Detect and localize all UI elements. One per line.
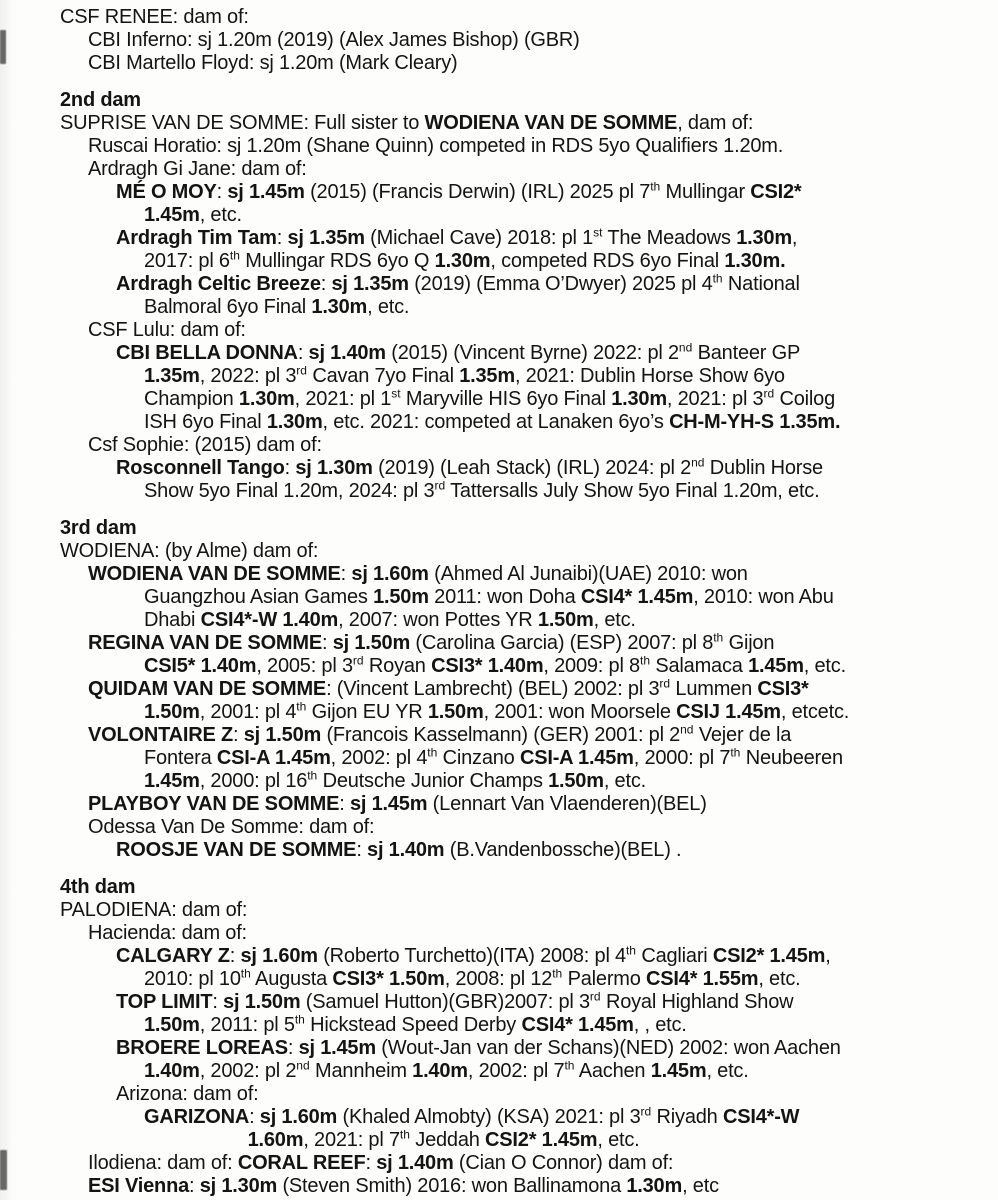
text-run: 1.30m xyxy=(266,411,323,433)
text-run: (Khaled Almobty) (KSA) 2021: pl 3 xyxy=(337,1106,641,1128)
text-run: CSI2* 1.45m xyxy=(485,1129,598,1151)
text-run: , 2002: pl 7 xyxy=(467,1060,565,1082)
pedigree-section xyxy=(60,89,988,503)
text-run: REGINA VAN DE SOMME xyxy=(88,632,322,654)
pedigree-line xyxy=(60,945,988,968)
text-run: 1.50m xyxy=(373,586,429,608)
ordinal-superscript: th xyxy=(650,179,661,194)
text-run: Rosconnell Tango xyxy=(116,457,285,479)
text-run: 1.35m xyxy=(459,365,515,387)
ordinal-superscript: rd xyxy=(659,676,671,691)
text-run: sj 1.50m xyxy=(243,724,322,746)
pedigree-line xyxy=(60,632,988,655)
section-heading: 2nd dam xyxy=(60,89,141,111)
text-run: VOLONTAIRE Z xyxy=(88,724,234,746)
text-run: : (Vincent Lambrecht) (BEL) 2002: pl 3 xyxy=(326,678,660,700)
text-run: : xyxy=(356,839,368,861)
text-run: (Lennart Van Vlaenderen)(BEL) xyxy=(427,793,707,815)
pedigree-line xyxy=(60,724,988,747)
text-run: 1.30m xyxy=(434,250,491,272)
text-run: QUIDAM VAN DE SOMME xyxy=(88,678,327,700)
text-run: : xyxy=(233,724,244,746)
pedigree-line xyxy=(60,747,988,770)
text-run: 1.30m xyxy=(311,296,368,318)
ordinal-superscript: rd xyxy=(434,478,446,493)
text-run: Hacienda: dam of: xyxy=(88,922,247,944)
text-run: Jeddah xyxy=(409,1129,486,1151)
text-run: CSI4*-W 1.40m xyxy=(200,609,339,631)
text-run: : xyxy=(297,342,309,364)
pedigree-line xyxy=(60,609,988,632)
pedigree-line xyxy=(60,540,988,563)
pedigree-line xyxy=(60,1106,988,1129)
pedigree-line xyxy=(60,411,988,434)
text-run: Palermo xyxy=(562,968,647,990)
pedigree-line xyxy=(60,388,988,411)
text-run: Guangzhou Asian Games xyxy=(144,586,374,608)
text-run: , etc. xyxy=(758,968,801,990)
text-run: Coilog xyxy=(774,388,836,410)
text-run: (Roberto Turchetto)(ITA) 2008: pl 4 xyxy=(317,945,626,967)
text-run: Mullingar xyxy=(660,181,751,203)
text-run: Cagliari xyxy=(635,945,713,967)
text-run: sj 1.45m xyxy=(349,793,428,815)
text-run: CSI-A 1.45m xyxy=(519,747,634,769)
text-run: , competed RDS 6yo Final xyxy=(490,250,725,272)
text-run: : xyxy=(365,1152,377,1174)
text-run: Royan xyxy=(363,655,432,677)
text-run: Aachen xyxy=(574,1060,651,1082)
ordinal-superscript: rd xyxy=(640,1104,652,1119)
text-run: PLAYBOY VAN DE SOMME xyxy=(88,793,340,815)
text-run: : xyxy=(189,1175,200,1197)
text-run: 2011: won Doha xyxy=(428,586,581,608)
text-run: , etc. xyxy=(706,1060,749,1082)
pedigree-line xyxy=(60,365,988,388)
text-run: 1.45m xyxy=(144,204,200,226)
ordinal-superscript: th xyxy=(730,745,741,760)
text-run: sj 1.50m xyxy=(332,632,411,654)
text-run: Odessa Van De Somme: dam of: xyxy=(88,816,375,838)
text-run: : xyxy=(212,991,224,1013)
text-run: (Francois Kasselmann) (GER) 2001: pl 2 xyxy=(321,724,681,746)
text-run: Maryville HIS 6yo Final xyxy=(400,388,612,410)
pedigree-line xyxy=(60,273,988,296)
text-run: Gijon EU YR xyxy=(306,701,428,723)
ordinal-superscript: th xyxy=(712,271,723,286)
text-run: 1.50m xyxy=(144,701,200,723)
text-run: , 2011: pl 5 xyxy=(199,1014,295,1036)
text-run: (Michael Cave) 2018: pl 1 xyxy=(364,227,594,249)
text-run: 1.60m xyxy=(247,1129,304,1151)
text-run: Augusta xyxy=(250,968,333,990)
ordinal-superscript: th xyxy=(294,1012,305,1027)
text-run: sj 1.60m xyxy=(351,563,429,585)
text-run: (B.Vandenbossche)(BEL) . xyxy=(444,839,682,861)
text-run: CBI Martello Floyd: sj 1.20m (Mark Cleary) xyxy=(88,52,458,74)
pedigree-document xyxy=(60,6,988,1198)
text-run: Balmoral 6yo Final xyxy=(144,296,312,318)
text-run: Tattersalls July Show 5yo Final 1.20m, etc. xyxy=(445,480,820,502)
text-run: TOP LIMIT xyxy=(116,991,213,1013)
text-run: CORAL REEF xyxy=(237,1152,366,1174)
text-run: Show 5yo Final 1.20m, 2024: pl 3 xyxy=(144,480,435,502)
text-run: 1.30m xyxy=(626,1175,683,1197)
text-run: Lummen xyxy=(670,678,758,700)
pedigree-line xyxy=(60,6,988,29)
text-run: sj 1.40m xyxy=(376,1152,454,1174)
text-run: 1.50m xyxy=(537,609,594,631)
text-run: CSI3* 1.50m xyxy=(332,968,445,990)
text-run: CSI2* 1.45m xyxy=(712,945,826,967)
pedigree-line xyxy=(60,1129,988,1152)
pedigree-line xyxy=(60,227,988,250)
ordinal-superscript: nd xyxy=(296,1058,310,1073)
text-run: : xyxy=(320,273,332,295)
text-run: sj 1.35m xyxy=(331,273,409,295)
text-run: 1.45m xyxy=(748,655,804,677)
pedigree-line xyxy=(60,816,988,839)
pedigree-line xyxy=(60,793,988,816)
pedigree-line xyxy=(60,678,988,701)
pedigree-line xyxy=(60,319,988,342)
text-run: BROERE LOREAS xyxy=(116,1037,288,1059)
text-run: Fontera xyxy=(144,747,217,769)
text-run: sj 1.40m xyxy=(308,342,386,364)
text-run: , etc. xyxy=(803,655,846,677)
text-run: (Ahmed Al Junaibi)(UAE) 2010: won xyxy=(428,563,748,585)
text-run: , , etc. xyxy=(633,1014,687,1036)
text-run: CSF RENEE: dam of: xyxy=(60,6,249,28)
text-run: 1.30m xyxy=(238,388,295,410)
pedigree-line xyxy=(60,112,988,135)
pedigree-line xyxy=(60,52,988,75)
text-run: ISH 6yo Final xyxy=(144,411,267,433)
pedigree-line xyxy=(60,1060,988,1083)
text-run: 1.35m xyxy=(144,365,200,387)
text-run: Deutsche Junior Champs xyxy=(317,770,549,792)
ordinal-superscript: nd xyxy=(680,722,694,737)
text-run: : xyxy=(322,632,333,654)
pedigree-section xyxy=(60,517,988,862)
pedigree-line xyxy=(60,655,988,678)
text-run: Ilodiena: dam of: xyxy=(88,1152,238,1174)
text-run: CSI5* 1.40m xyxy=(144,655,257,677)
pedigree-line xyxy=(60,29,988,52)
text-run: CSI4* 1.45m xyxy=(580,586,694,608)
text-run: (Steven Smith) 2016: won Ballinamona xyxy=(277,1175,627,1197)
text-run: 1.45m xyxy=(144,770,200,792)
text-run: , 2009: pl 8 xyxy=(543,655,640,677)
text-run: CSI4* 1.45m xyxy=(521,1014,634,1036)
pedigree-line xyxy=(60,296,988,319)
pedigree-line xyxy=(60,181,988,204)
text-run: sj 1.45m xyxy=(298,1037,376,1059)
text-run: Mannheim xyxy=(309,1060,413,1082)
ordinal-superscript: st xyxy=(391,386,401,401)
pedigree-line xyxy=(60,770,988,793)
text-run: : xyxy=(284,457,296,479)
pedigree-line xyxy=(60,250,988,273)
pedigree-line xyxy=(60,434,988,457)
ordinal-superscript: rd xyxy=(296,363,307,378)
text-run: : xyxy=(340,563,352,585)
text-run: (2019) (Leah Stack) (IRL) 2024: pl 2 xyxy=(372,457,692,479)
text-run: (Wout-Jan van der Schans)(NED) 2002: won Aachen xyxy=(375,1037,841,1059)
pedigree-line xyxy=(60,701,988,724)
text-run: PALODIENA: dam of: xyxy=(60,899,248,921)
pedigree-line xyxy=(60,839,988,862)
text-run: (Samuel Hutton)(GBR)2007: pl 3 xyxy=(300,991,590,1013)
text-run: , etcetc. xyxy=(780,701,850,723)
text-run: 1.40m xyxy=(144,1060,200,1082)
text-run: 1.50m xyxy=(144,1014,200,1036)
text-run: , etc. xyxy=(597,1129,640,1151)
text-run: Arizona: dam of: xyxy=(116,1083,259,1105)
ordinal-superscript: nd xyxy=(678,340,693,355)
ordinal-superscript: rd xyxy=(763,386,775,401)
text-run: Vejer de la xyxy=(693,724,792,746)
text-run: CSI-A 1.45m xyxy=(216,747,331,769)
text-run: Ruscai Horatio: sj 1.20m (Shane Quinn) competed in RDS 5yo Qualifiers 1.20m. xyxy=(88,135,784,157)
text-run: Cinzano xyxy=(437,747,520,769)
text-run: sj 1.45m xyxy=(227,181,305,203)
text-run: , etc. xyxy=(199,204,242,226)
text-run: CSI4* 1.55m xyxy=(646,968,759,990)
text-run: CBI Inferno: sj 1.20m (2019) (Alex James Bishop) (GBR) xyxy=(88,29,580,51)
text-run: sj 1.35m xyxy=(287,227,365,249)
ordinal-superscript: th xyxy=(399,1127,410,1142)
text-run: Dhabi xyxy=(144,609,201,631)
pedigree-line xyxy=(60,1152,988,1175)
pedigree-line xyxy=(60,204,988,227)
text-run: , 2005: pl 3 xyxy=(256,655,353,677)
text-run: , 2022: pl 3 xyxy=(199,365,297,387)
text-run: 1.50m xyxy=(427,701,484,723)
text-run: sj 1.60m xyxy=(240,945,318,967)
text-run: 1.30m xyxy=(611,388,667,410)
scan-artifact xyxy=(0,30,6,64)
text-run: CSI2* xyxy=(750,181,802,203)
text-run: sj 1.60m xyxy=(259,1106,338,1128)
text-run: , etc. xyxy=(603,770,646,792)
pedigree-line xyxy=(60,158,988,181)
text-run: CSI3* 1.40m xyxy=(431,655,544,677)
pedigree-line xyxy=(60,342,988,365)
text-run: Ardragh Tim Tam xyxy=(116,227,277,249)
text-run: , 2000: pl 7 xyxy=(633,747,731,769)
ordinal-superscript: nd xyxy=(691,455,705,470)
text-run: ROOSJE VAN DE SOMME xyxy=(116,839,357,861)
text-run: Salamaca xyxy=(650,655,749,677)
text-run: : xyxy=(229,945,241,967)
text-run: , etc. 2021: competed at Lanaken 6yo’s xyxy=(322,411,670,433)
text-run: , etc xyxy=(682,1175,719,1197)
ordinal-superscript: th xyxy=(564,1058,575,1073)
scan-artifact xyxy=(0,1150,7,1190)
ordinal-superscript: th xyxy=(229,248,240,263)
ordinal-superscript: th xyxy=(240,966,251,981)
text-run: , 2007: won Pottes YR xyxy=(338,609,538,631)
text-run: 1.40m xyxy=(412,1060,468,1082)
pedigree-line xyxy=(60,457,988,480)
text-run: , 2021: Dublin Horse Show 6yo xyxy=(514,365,785,387)
text-run: 2010: pl 10 xyxy=(144,968,241,990)
text-run: CH-M-YH-S 1.35m. xyxy=(669,411,841,433)
text-run: (2019) (Emma O’Dwyer) 2025 pl 4 xyxy=(408,273,713,295)
text-run: 2017: pl 6 xyxy=(144,250,230,272)
text-run: , 2010: won Abu xyxy=(693,586,834,608)
text-run: WODIENA VAN DE SOMME xyxy=(424,112,678,134)
ordinal-superscript: rd xyxy=(589,989,601,1004)
text-run: Riyadh xyxy=(651,1106,723,1128)
text-run: , 2001: pl 4 xyxy=(199,701,297,723)
text-run: , 2002: pl 4 xyxy=(330,747,428,769)
text-run: , xyxy=(791,227,798,249)
text-run: sj 1.40m xyxy=(367,839,445,861)
ordinal-superscript: th xyxy=(552,966,563,981)
text-run: sj 1.30m xyxy=(199,1175,278,1197)
text-run: Champion xyxy=(144,388,239,410)
text-run: (Cian O Connor) dam of: xyxy=(453,1152,674,1174)
pedigree-line xyxy=(60,922,988,945)
pedigree-section xyxy=(60,876,988,1198)
pedigree-line xyxy=(60,968,988,991)
pedigree-line xyxy=(60,480,988,503)
text-run: The Meadows xyxy=(602,227,737,249)
text-run: sj 1.30m xyxy=(295,457,373,479)
text-run: : xyxy=(339,793,350,815)
text-run: : xyxy=(216,181,228,203)
text-run: Dublin Horse xyxy=(704,457,823,479)
section-heading: 4th dam xyxy=(60,876,136,898)
text-run: Cavan 7yo Final xyxy=(306,365,460,387)
text-run: , 2001: won Moorsele xyxy=(483,701,677,723)
pedigree-line xyxy=(60,899,988,922)
text-run: sj 1.50m xyxy=(223,991,301,1013)
text-run: CALGARY Z xyxy=(116,945,230,967)
text-run: 1.50m xyxy=(548,770,604,792)
pedigree-section xyxy=(60,6,988,75)
text-run: Ardragh Celtic Breeze xyxy=(116,273,321,295)
text-run: , xyxy=(825,945,831,967)
ordinal-superscript: th xyxy=(713,630,724,645)
text-run: GARIZONA xyxy=(144,1106,250,1128)
ordinal-superscript: th xyxy=(296,699,307,714)
text-run: , etc. xyxy=(367,296,410,318)
ordinal-superscript: st xyxy=(593,225,603,240)
text-run: Royal Highland Show xyxy=(600,991,794,1013)
text-run: , 2021: pl 3 xyxy=(666,388,764,410)
text-run: 1.30m. xyxy=(724,250,786,272)
text-run: , 2000: pl 16 xyxy=(199,770,308,792)
ordinal-superscript: th xyxy=(427,745,438,760)
text-run: MÉ O MOY xyxy=(116,181,217,203)
text-run: , 2021: pl 1 xyxy=(294,388,392,410)
text-run: , 2002: pl 2 xyxy=(199,1060,297,1082)
ordinal-superscript: th xyxy=(639,653,650,668)
pedigree-line xyxy=(60,135,988,158)
text-run: , etc. xyxy=(593,609,636,631)
text-run: 1.45m xyxy=(650,1060,707,1082)
text-run: National xyxy=(722,273,800,295)
pedigree-line xyxy=(60,991,988,1014)
text-run: Mullingar RDS 6yo Q xyxy=(239,250,435,272)
text-run: SUPRISE VAN DE SOMME: Full sister to xyxy=(60,112,425,134)
text-run: : xyxy=(249,1106,260,1128)
text-run: Ardragh Gi Jane: dam of: xyxy=(88,158,307,180)
text-run: CSF Lulu: dam of: xyxy=(88,319,246,341)
text-run: , 2021: pl 7 xyxy=(303,1129,400,1151)
text-run: Banteer GP xyxy=(692,342,801,364)
text-run: 1.30m xyxy=(736,227,792,249)
pedigree-line xyxy=(60,1175,988,1198)
text-run: CSIJ 1.45m xyxy=(676,701,781,723)
pedigree-line xyxy=(60,563,988,586)
section-heading: 3rd dam xyxy=(60,517,137,539)
text-run: Neubeeren xyxy=(740,747,843,769)
pedigree-line xyxy=(60,1037,988,1060)
ordinal-superscript: th xyxy=(625,943,636,958)
text-run: (2015) (Francis Derwin) (IRL) 2025 pl 7 xyxy=(304,181,651,203)
pedigree-line xyxy=(60,1083,988,1106)
text-run: Hickstead Speed Derby xyxy=(304,1014,522,1036)
text-run: : xyxy=(276,227,288,249)
text-run: (Carolina Garcia) (ESP) 2007: pl 8 xyxy=(410,632,714,654)
text-run: ESI Vienna xyxy=(88,1175,190,1197)
pedigree-line xyxy=(60,1014,988,1037)
text-run: CSI4*-W xyxy=(722,1106,800,1128)
text-run: , 2008: pl 12 xyxy=(444,968,553,990)
text-run: Gijon xyxy=(723,632,775,654)
text-run: Csf Sophie: (2015) dam of: xyxy=(88,434,322,456)
text-run: (2015) (Vincent Byrne) 2022: pl 2 xyxy=(385,342,679,364)
text-run: WODIENA VAN DE SOMME xyxy=(88,563,341,585)
text-run: : xyxy=(287,1037,299,1059)
pedigree-line xyxy=(60,586,988,609)
text-run: CSI3* xyxy=(757,678,809,700)
text-run: CBI BELLA DONNA xyxy=(116,342,298,364)
text-run: , dam of: xyxy=(677,112,754,134)
ordinal-superscript: th xyxy=(307,768,318,783)
text-run: WODIENA: (by Alme) dam of: xyxy=(60,540,319,562)
ordinal-superscript: rd xyxy=(352,653,364,668)
